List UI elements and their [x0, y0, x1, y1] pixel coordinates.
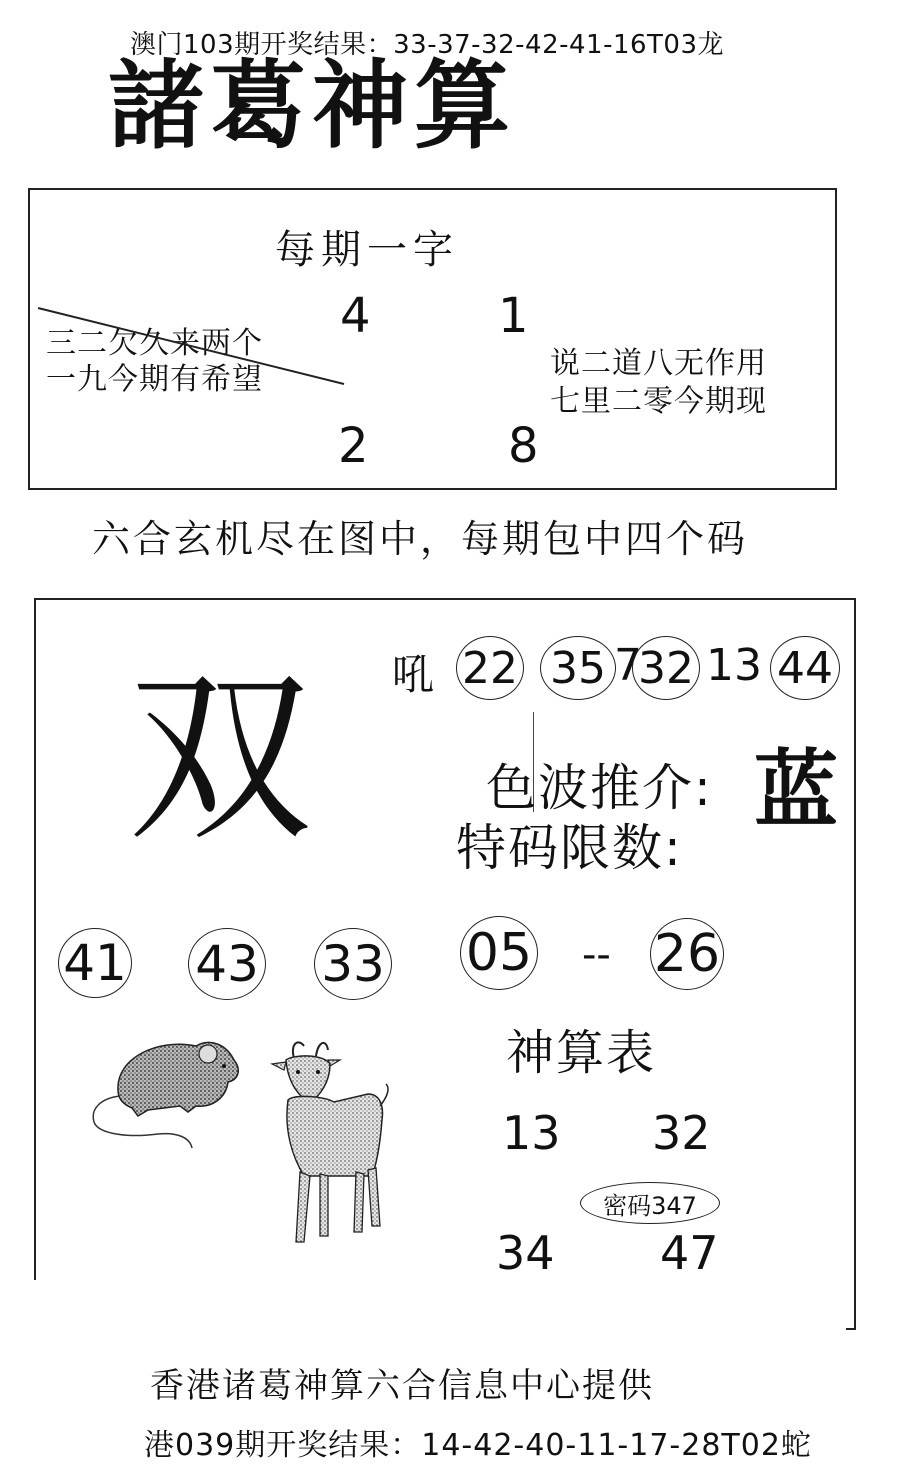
limit-label: 特码限数: — [456, 819, 683, 877]
limit-separator: -- — [582, 932, 611, 978]
clue-left-verse-line1: 三二欠久来两个 — [46, 326, 263, 361]
clue-digit-bottom-right: 8 — [508, 418, 539, 474]
color-label: 色波推介: — [486, 759, 713, 817]
page-title: 諸葛神算 — [108, 50, 516, 162]
roar-number: 22 — [456, 636, 524, 700]
clue-heading: 每期一字 — [275, 227, 459, 273]
secret-code: 密码347 — [580, 1182, 720, 1224]
strike-line — [36, 302, 356, 392]
roar-number: 7 — [614, 640, 642, 691]
big-character: 双 — [128, 652, 313, 866]
table-number: 13 — [502, 1106, 561, 1160]
table-number: 32 — [652, 1106, 711, 1160]
limit-to: 26 — [650, 918, 724, 990]
limit-from: 05 — [460, 916, 538, 990]
roar-number: 13 — [706, 640, 762, 691]
clue-left-verse-line2: 一九今期有希望 — [46, 362, 263, 397]
provider-line: 香港诸葛神算六合信息中心提供 — [150, 1366, 654, 1406]
color-value: 蓝 — [754, 741, 839, 839]
roar-number: 32 — [632, 636, 700, 700]
roar-number: 44 — [770, 636, 840, 700]
clue-right-verse-line1: 说二道八无作用 — [550, 346, 767, 381]
clue-digit-bottom-left: 2 — [338, 418, 369, 474]
clue-digit-top-left: 4 — [340, 288, 371, 344]
macau-result: 澳门103期开奖结果：33-37-32-42-41-16T03龙 — [130, 30, 725, 60]
goat-icon — [264, 1036, 394, 1256]
clue-box — [28, 188, 837, 490]
table-number: 34 — [496, 1226, 555, 1280]
slogan: 六合玄机尽在图中，每期包中四个码 — [92, 517, 749, 561]
circled-number: 33 — [314, 928, 392, 1000]
roar-number-text: 35 — [550, 642, 606, 694]
clue-right-verse-line2: 七里二零今期现 — [550, 384, 767, 419]
rat-icon — [88, 1030, 248, 1150]
circled-number: 41 — [58, 928, 132, 998]
roar-label: 吼 — [392, 650, 435, 699]
circled-number: 43 — [188, 928, 266, 1000]
table-number: 47 — [660, 1226, 719, 1280]
clue-digit-top-right: 1 — [498, 288, 529, 344]
hk-result: 港039期开奖结果：14-42-40-11-17-28T02蛇 — [144, 1428, 812, 1463]
bracket-corner — [846, 1276, 856, 1330]
table-title: 神算表 — [506, 1025, 657, 1081]
roar-number — [540, 636, 616, 700]
